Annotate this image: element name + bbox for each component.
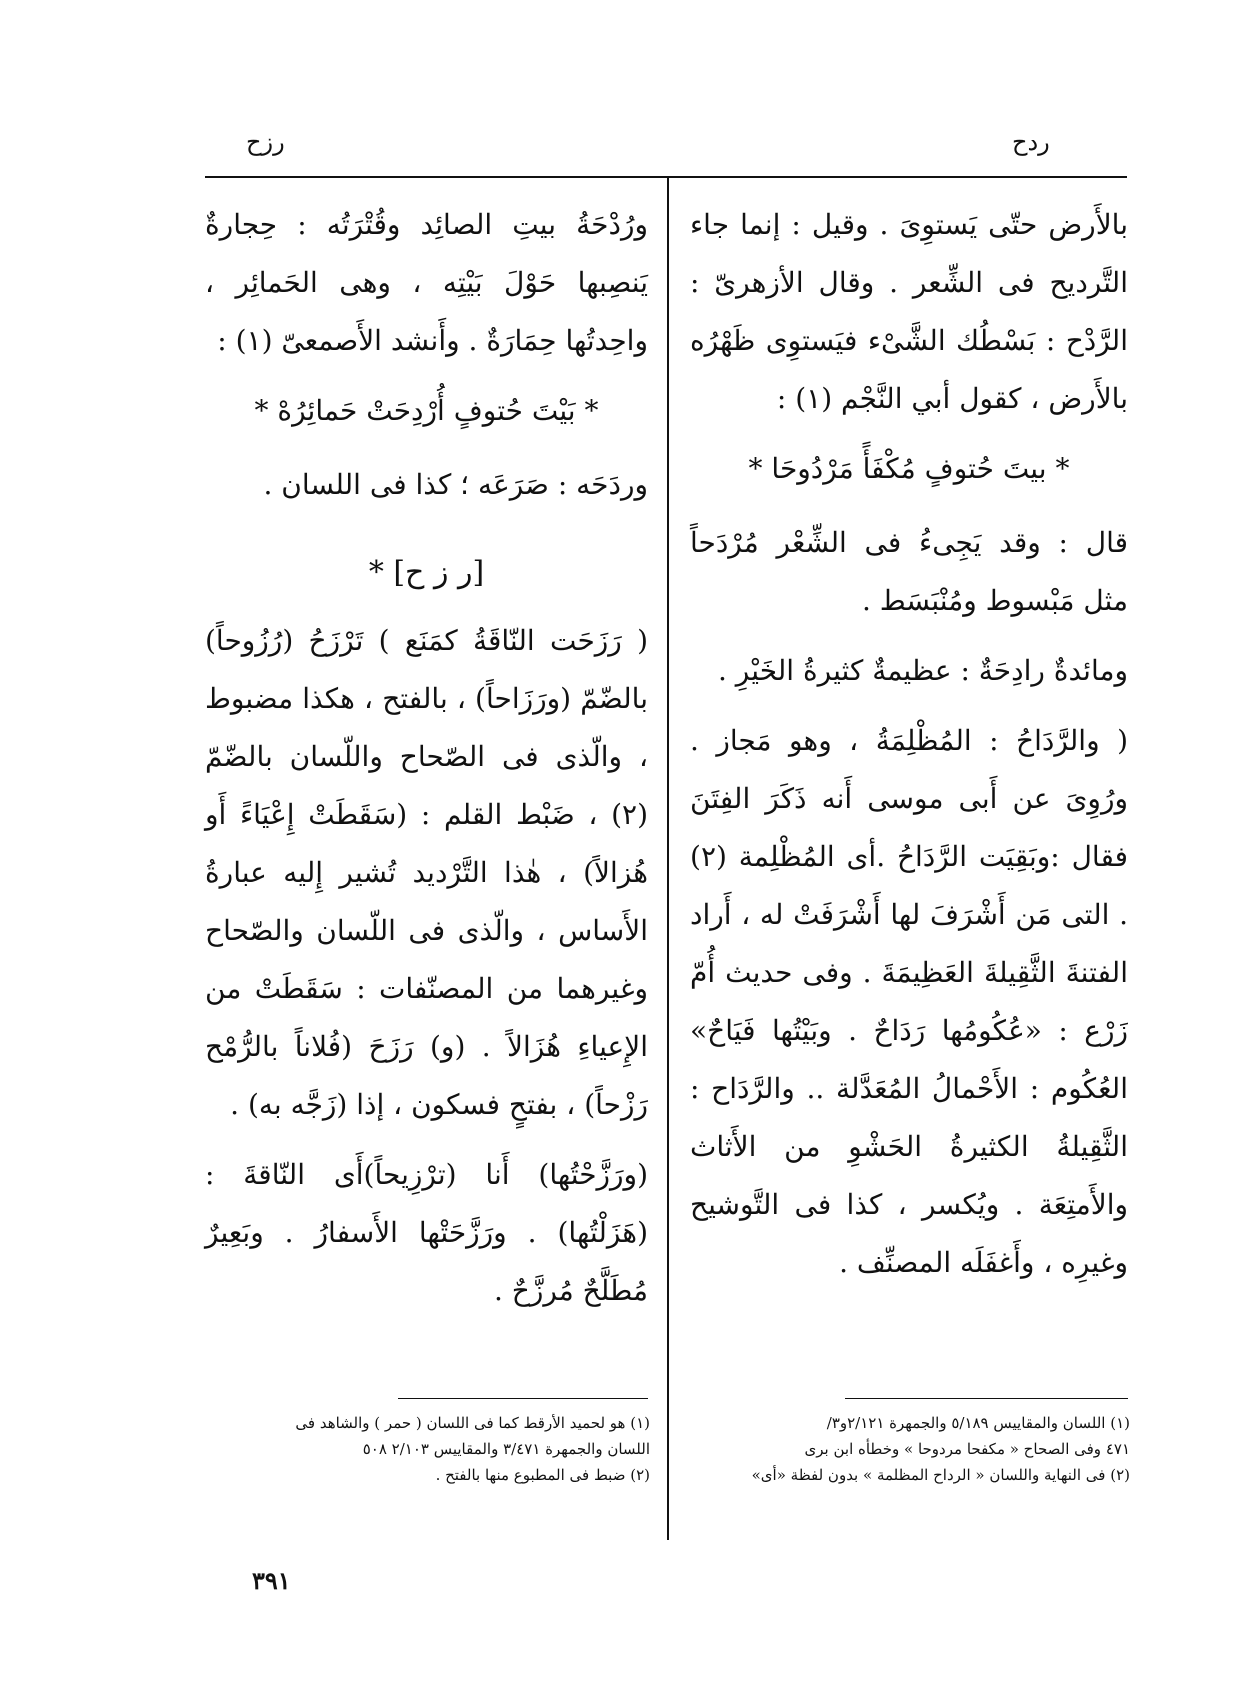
- left-paragraph-2: وردَحَه : صَرَعَه ؛ كذا فى اللسان .: [263, 468, 648, 501]
- left-verse: * بَيْتَ حُتوفٍ أُرْدِحَتْ حَمائِرُهْ *: [254, 394, 599, 427]
- right-paragraph-2: قال : وقد يَجِىءُ فى الشِّعْر مُرْدَحاً مثل مَبْسوط ومُنْبَسَط .: [690, 526, 1128, 617]
- footnote-line: ٤٧١ وفى الصحاح « مكفحا مردوحا » وخطأه ابن برى: [804, 1440, 1130, 1458]
- footnote-line: اللسان والجمهرة ٣/٤٧١ والمقاييس ٢/١٠٣ ٥٠٨: [362, 1440, 650, 1458]
- left-column: [205, 196, 648, 1332]
- footnotes-left: [205, 1410, 650, 1488]
- root-header-left: رزح: [246, 128, 285, 156]
- footnote-line: (٢) فى النهاية واللسان « الرداح المظلمة » بدون لفظة «أى»: [751, 1466, 1130, 1484]
- header-rule: [205, 176, 1127, 178]
- footnote-line: (٢) ضبط فى المطبوع منها بالفتح .: [435, 1466, 650, 1484]
- footnote-rule-left: [398, 1398, 648, 1399]
- right-paragraph-1: بالأَرض حتّى يَستوِىَ . وقيل : إنما جاء التَّرديح فى الشِّعر . وقال الأزهرىّ : الرَّدْح : بَسْطُك الشَّىْء فيَستوِى ظَهْرُه بالأَرض ، كقول أبي النَّجْم (١) :: [690, 208, 1128, 415]
- section-heading: [ر ز ح] *: [368, 555, 485, 590]
- column-divider: [667, 178, 669, 1540]
- page-number: ٣٩١: [252, 1566, 291, 1595]
- root-header-right: ردح: [1012, 128, 1050, 156]
- right-paragraph-4: ( والرَّدَاحُ : المُظْلِمَةُ ، وهو مَجاز . ورُوِىَ عن أَبى موسى أَنه ذَكَرَ الفِتَنَ فقال :وبَقِيَت الرَّدَاحُ .أى المُظْلِمة (٢) . التى مَن أَشْرَفَ لها أَشْرَفَتْ له ، أَراد الفتنةَ الثَّقِيلةَ العَظِيمَةَ . وفى حديث أُمّ زَرْع : «عُكُومُها رَدَاحٌ . وبَيْتُها فَيَاحٌ» العُكُوم : الأَحْمالُ المُعَدَّلة .. والرَّدَاح : الثَّقِيلةُ الكثيرةُ الحَشْوِ من الأَثاث والأَمتِعَة . ويُكسر ، كذا فى التَّوشيح وغيرِه ، وأَغفَلَه المصنِّف .: [690, 724, 1128, 1279]
- footnote-line: (١) هو لحميد الأرقط كما فى اللسان ( حمر ) والشاهد فى: [295, 1414, 650, 1432]
- left-paragraph-1: ورُدْحَةُ بيتِ الصائِد وقُتْرَتُه : حِجارةٌ يَنصِبها حَوْلَ بَيْتِه ، وهى الحَمائِر ، واحِدتُها حِمَارَةٌ . وأَنشد الأَصمعىّ (١) :: [205, 208, 648, 357]
- left-paragraph-4: (ورَزَّحْتُها) أَنا (ترْزِيحاً)أَى النّاقةَ : (هَزَلْتُها) . ورَزَّحَتْها الأَسفارُ . وبَعِيرٌ مُطَلَّحٌ مُرزَّحٌ .: [205, 1158, 648, 1307]
- footnote-rule-right: [845, 1398, 1128, 1399]
- footnotes-right: [690, 1410, 1130, 1488]
- right-verse: * بيتَ حُتوفٍ مُكْفَأً مَرْدُوحَا *: [748, 452, 1070, 485]
- right-paragraph-3: ومائدةٌ رادِحَةٌ : عظيمةٌ كثيرةُ الخَيْرِ .: [718, 654, 1128, 687]
- footnote-line: (١) اللسان والمقاييس ٥/١٨٩ والجمهرة ٢/١٢١و٣/: [826, 1414, 1130, 1432]
- left-paragraph-3: ( رَزَحَت النّاقَةُ كمَنَع ) تَرْزَحُ (رُزُوحاً) بالضّمّ (ورَزَاحاً) ، بالفتح ، هكذا مضبوط ، والّذى فى الصّحاح واللّسان بالضّمّ (٢) ، ضَبْط القلم : (سَقَطَتْ إِعْيَاءً أَو هُزالاً) ، هٰذا التَّرْديد تُشير إِليه عبارةُ الأَساس ، والّذى فى اللّسان والصّحاح وغيرهما من المصنّفات : سَقَطَتْ من الإِعياءِ هُزَالاً . (و) رَزَحَ (فُلاناً بالرُّمْح رَزْحاً) ، بفتحٍ فسكون ، إذا (زَجَّه به) .: [205, 624, 648, 1121]
- right-column: [690, 196, 1128, 1304]
